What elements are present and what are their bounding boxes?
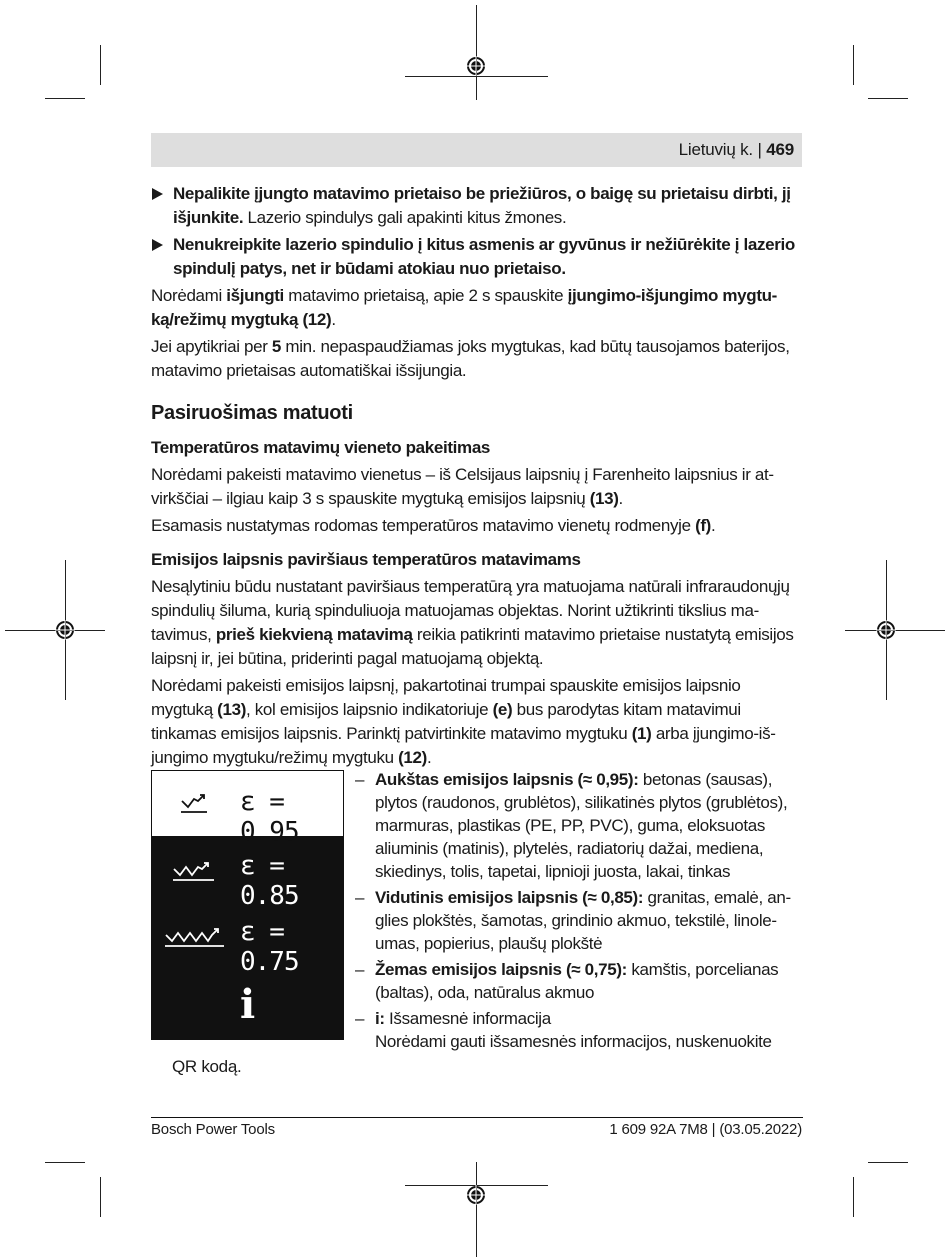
page-header	[151, 133, 802, 167]
section-title: Pasiruošimas matuoti	[151, 402, 353, 424]
emissivity-row-low	[152, 905, 343, 977]
crop-mark	[476, 5, 477, 100]
emissivity-row-high	[152, 771, 343, 847]
crop-mark	[853, 1177, 854, 1217]
crop-mark	[853, 45, 854, 85]
emissivity-intro-paragraph: Nesąlytiniu būdu nustatant paviršiaus temperatūrą yra matuojama natūrali infraraudonųjų spindulių šiluma, kurią spinduliuoja matuojamas objektas. Norint užtikrinti tikslius matavimus, prieš kiekvieną matavimą reikia patikrinti matavimo prietaise nustatytą emisijos laipsnį ir, jei būtina, priderinti pagal matuojamą objektą.	[151, 577, 794, 668]
registration-mark-icon	[466, 1185, 486, 1205]
list-item: – Žemas emisijos laipsnis (≈ 0,75): kamštis, porcelianas (baltas), oda, natūralus akmuo	[355, 960, 779, 1002]
surface-radiation-icon	[180, 791, 210, 815]
emissivity-value: ε = 0.75	[240, 917, 299, 977]
warning-bold: Nenukreipkite lazerio spindulio į kitus asmenis ar gyvūnus ir nežiūrėkite į lazerio spindulį patys, net ir būdami atokiau nuo prietaiso.	[173, 235, 795, 278]
qr-code-text: QR kodą.	[172, 1057, 242, 1076]
crop-mark	[100, 1177, 101, 1217]
warning-bullet	[151, 182, 803, 230]
registration-mark-icon	[876, 620, 896, 640]
page-number: 469	[766, 140, 794, 159]
info-icon: i	[240, 981, 256, 1028]
unit-display-paragraph: Esamasis nustatymas rodomas temperatūros matavimo vienetų rodmenyje (f).	[151, 516, 716, 535]
emissivity-value: ε = 0.95	[240, 787, 299, 847]
crop-mark	[45, 98, 85, 99]
crop-mark	[868, 98, 908, 99]
emissivity-display	[151, 770, 344, 1040]
emissivity-row-medium	[152, 837, 343, 911]
registration-mark-icon	[466, 56, 486, 76]
emissivity-list	[355, 768, 803, 1056]
crop-mark	[868, 1162, 908, 1163]
auto-off-paragraph: Jei apytikriai per 5 min. nepaspaudžiamas joks mygtukas, kad būtų tausojamos baterijos, matavimo prietaisas automatiškai išsijungia.	[151, 337, 790, 380]
footer-divider	[151, 1117, 803, 1118]
triangle-bullet-icon	[152, 239, 163, 251]
footer-doc-id: 1 609 92A 7M8 | (03.05.2022)	[609, 1121, 802, 1138]
surface-radiation-icon	[172, 859, 218, 883]
list-item: – Vidutinis emisijos laipsnis (≈ 0,85): granitas, emalė, anglies plokštės, šamotas, grindinio akmuo, tekstilė, linoleumas, popierius, plaušų plokštė	[355, 888, 792, 953]
crop-mark	[100, 45, 101, 85]
header-label	[679, 140, 794, 160]
registration-mark-icon	[55, 620, 75, 640]
warning-text: Lazerio spindulys gali apakinti kitus žmones.	[243, 208, 567, 227]
warning-bullet	[151, 233, 803, 281]
unit-paragraph: Norėdami pakeisti matavimo vienetus – iš Celsijaus laipsnių į Farenheito laipsnius ir atvirkščiai – ilgiau kaip 3 s spauskite mygtuką emisijos laipsnių (13).	[151, 465, 775, 508]
main-content	[151, 182, 803, 773]
emissivity-value: ε = 0.85	[240, 851, 299, 911]
crop-mark	[405, 76, 548, 77]
crop-mark	[476, 1162, 477, 1257]
triangle-bullet-icon	[152, 188, 163, 200]
list-item: – Aukštas emisijos laipsnis (≈ 0,95): betonas (sausas), plytos (raudonos, grublėtos), silikatinės plytos (grublėtos), marmuras, plastikas (PE, PP, PVC), guma, eloksuotas aliuminis (matinis), plytelės, radiatorių dažai, mediena, skiedinys, tolis, tapetai, lipnioji juosta, lakai, tinkas	[355, 770, 788, 881]
footer-brand: Bosch Power Tools	[151, 1121, 275, 1138]
emissivity-change-paragraph: Norėdami pakeisti emisijos laipsnį, pakartotinai trumpai spauskite emisijos laipsnio mygtuką (13), kol emisijos laipsnio indikatoriuje (e) bus parodytas kitam matavimui tinkamas emisijos laipsnis. Parinktį patvirtinkite matavimo mygtuku (1) arba įjungimo-išjungimo mygtuku/režimų mygtuku (12).	[151, 676, 776, 767]
list-item: – i: Išsamesnė informacija Norėdami gauti išsamesnės informacijos, nuskenuokite	[355, 1009, 772, 1051]
subsection-title: Emisijos laipsnis paviršiaus temperatūros matavimams	[151, 550, 581, 569]
surface-radiation-icon	[164, 925, 226, 949]
header-section: Lietuvių k. |	[678, 140, 762, 159]
switch-off-paragraph: Norėdami išjungti matavimo prietaisą, apie 2 s spauskite įjungimo-išjungimo mygtuką/režimų mygtuką (12).	[151, 286, 778, 329]
crop-mark	[45, 1162, 85, 1163]
warning-bold: Nepalikite įjungto matavimo prietaiso be priežiūros, o baigę su prietaisu dirbti, jį išjunkite.	[173, 184, 791, 227]
subsection-title: Temperatūros matavimų vieneto pakeitimas	[151, 438, 491, 457]
